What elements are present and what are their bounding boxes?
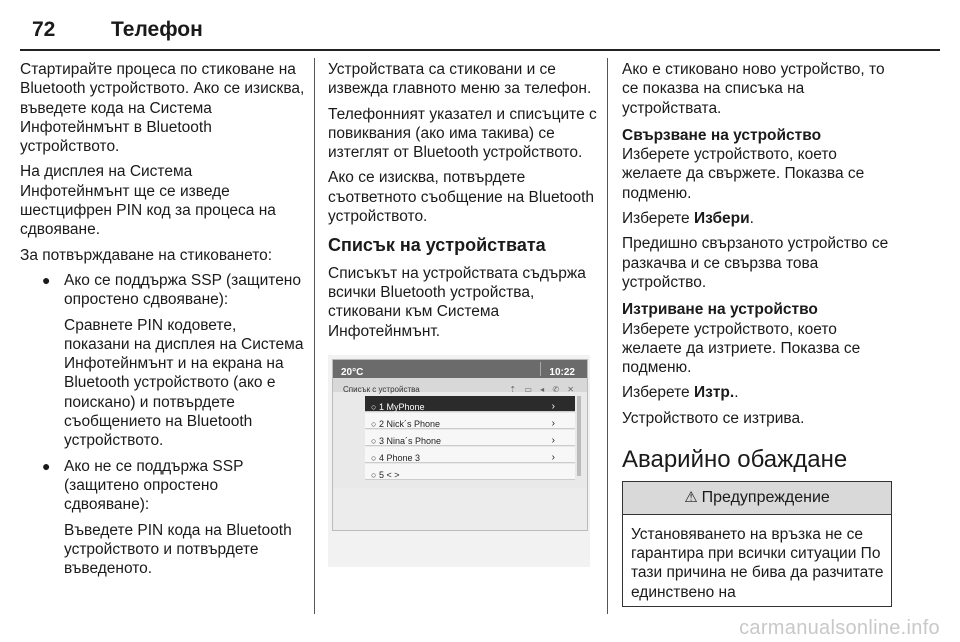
screen-title-bar: [333, 378, 587, 392]
paragraph: Списъкът на устройствата съдържа всички Bluetooth устройства, стиковани към Система Инфотейнмънт.: [328, 264, 586, 340]
section-heading: Списък на устройствата: [328, 235, 546, 256]
page-header: [20, 12, 940, 48]
page-title: Телефон: [111, 18, 203, 41]
column-divider: [607, 58, 608, 614]
warning-icon: ⚠: [684, 489, 698, 507]
screen-display: [332, 359, 588, 531]
bullet-subtext: Сравнете PIN кодовете, показани на дисплея на Система Инфотейнмънт и на екрана на Bluetooth устройството (ако е поискано) и потвърдете съобщението на Bluetooth устройството.: [64, 316, 304, 450]
paragraph: За потвърждаване на стиковането:: [20, 246, 273, 264]
paragraph: Стартирайте процеса по стиковане на Bluetooth устройството. Ако се изисква, въведете кода на Система Инфотейнмънт в Bluetooth устройството.: [20, 61, 305, 156]
status-separator: [540, 362, 541, 376]
paragraph: Устройството се изтрива.: [622, 409, 805, 427]
header-rule: [20, 49, 940, 51]
chevron-right-icon: ›: [551, 417, 555, 429]
column-2: [328, 60, 598, 567]
menu-option: Изтр.: [693, 384, 735, 402]
device-list-screenshot: [328, 355, 590, 567]
paragraph: Изберете Избери.: [622, 210, 754, 228]
column-3: [622, 60, 890, 607]
status-bar: [333, 360, 587, 378]
device-label: ○ 4 Phone 3: [371, 452, 420, 463]
paragraph: Изберете устройството, което желаете да изтриете. Показва се подменю.: [622, 320, 861, 377]
screen-footer: [333, 488, 587, 530]
paragraph: Изберете устройството, което желаете да свържете. Показва се подменю.: [622, 146, 865, 202]
device-label: ○ 1 MyPhone: [371, 401, 425, 412]
bullet-text: Ако се поддържа SSP (защитено опростено сдвояване):: [64, 271, 301, 309]
bullet-item: [20, 457, 306, 579]
watermark: carmanualsonline.info: [739, 617, 940, 639]
status-icons: ⇡ ▭ ◂ ✆ ✕: [509, 384, 577, 394]
device-label: ○ 3 Nina´s Phone: [371, 435, 441, 446]
temperature-readout: 20°C: [341, 366, 364, 378]
bullet-item: [20, 271, 306, 451]
chevron-right-icon: ›: [551, 400, 555, 412]
chevron-right-icon: ›: [551, 434, 555, 446]
paragraph: Ако се изисква, потвърдете съответното съобщение на Bluetooth устройството.: [328, 169, 595, 226]
bullet-icon: ●: [42, 271, 51, 288]
paragraph: Изберете Изтр..: [622, 384, 739, 402]
menu-option: Избери: [693, 210, 750, 228]
page-number: 72: [32, 18, 56, 41]
warning-title: Предупреждение: [701, 489, 830, 507]
column-1: [20, 60, 306, 584]
paragraph: Предишно свързаното устройство се разкачва и се свързва това устройство.: [622, 235, 889, 291]
device-row[interactable]: [365, 396, 575, 412]
bullet-icon: ●: [42, 457, 51, 474]
warning-header: [623, 482, 891, 514]
device-row[interactable]: [365, 413, 575, 429]
warning-box: [622, 481, 892, 606]
warning-text: Установяването на връзка не се гарантира при всички ситуации По тази причина не бива да разчитате единствено на: [631, 525, 884, 601]
screen-title: Списък с устройства: [343, 384, 420, 394]
paragraph: Устройствата са стиковани и се извежда главното меню за телефон.: [328, 61, 592, 98]
device-list: [365, 396, 575, 481]
section-heading: Аварийно обаждане: [622, 446, 848, 474]
screen-scrollbar: [577, 396, 581, 476]
device-label: ○ 2 Nick´s Phone: [371, 418, 440, 429]
column-divider: [314, 58, 315, 614]
paragraph: Телефонният указател и списъците с повиквания (ако има такива) се изтеглят от Bluetooth устройството.: [328, 105, 597, 162]
device-row[interactable]: [365, 430, 575, 446]
bullet-subtext: Въведете PIN кода на Bluetooth устройството и потвърдете въведеното.: [64, 521, 292, 578]
clock-readout: 10:22: [549, 366, 575, 378]
paragraph: Ако е стиковано ново устройство, то се показва на списъка на устройствата.: [622, 61, 885, 117]
device-label: ○ 5 < >: [371, 469, 400, 480]
subheading: Изтриване на устройство: [622, 301, 818, 319]
chevron-right-icon: ›: [551, 451, 555, 463]
paragraph: На дисплея на Система Инфотейнмънт ще се изведе шестцифрен PIN код за процеса на сдвояване.: [20, 163, 276, 239]
device-row[interactable]: [365, 447, 575, 463]
subheading: Свързване на устройство: [622, 126, 822, 144]
bullet-text: Ако не се поддържа SSP (защитено опростено сдвояване):: [64, 457, 244, 514]
device-row[interactable]: [365, 464, 575, 480]
